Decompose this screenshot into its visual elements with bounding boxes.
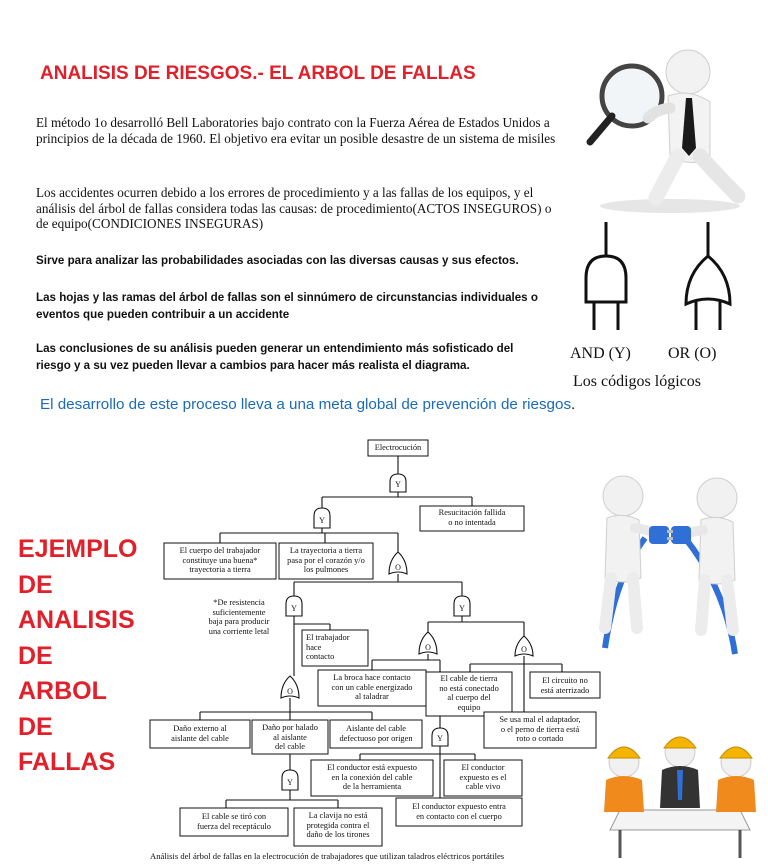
example-heading-line: ANALISIS (18, 606, 135, 634)
paragraph-conclusions: Las conclusiones de su análisis pueden generar un entendimiento más sofisticado del riesgo y a su vez pueden llevar a cambios para hacer más realista el diagrama. (36, 342, 514, 372)
example-heading-line: DE (18, 712, 53, 741)
event-broca: La broca hace contacto con un cable energizado al taladrar (331, 673, 413, 702)
gate-letter: Y (291, 604, 297, 613)
gate-letter: O (395, 563, 401, 572)
event-conductor-vivo: El conductor expuesto es el cable vivo (459, 763, 507, 792)
event-clavija: La clavija no está protegida contra el daño de los tirones (306, 811, 370, 840)
event-hace-contacto: El trabajador hace contacto (306, 633, 350, 662)
event-trayectoria-tierra: La trayectoria a tierra pasa por el corazón y/o los pulmones (287, 546, 365, 575)
example-heading-line: ARBOL (18, 677, 107, 705)
gate-letter: O (287, 687, 293, 696)
goal-statement: El desarrollo de este proceso lleva a una meta global de prevención de riesgos. (40, 396, 576, 413)
event-dano-halado: Daño por halado al aislante del cable (262, 723, 318, 752)
gate-legend-caption: Los códigos lógicos (573, 373, 701, 390)
paragraph-history: El método 1o desarrolló Bell Laboratories bajo contrato con la Fuerza Aérea de Estados Unidos a principios de la década de 1960. El objetivo era evitar un posible desastre de un sistema de misiles (36, 115, 556, 146)
event-electrocucion: Electrocución (374, 443, 422, 452)
gate-letter: Y (459, 604, 465, 613)
paragraph-causes: Los accidentes ocurren debido a los errores de procedimiento y a las fallas de los equipos, y el análisis del árbol de fallas considera todas las causas: de procedimiento(ACTOS INSEGUROS) o de equipo(CONDICIONES INSEGURAS) (36, 185, 552, 231)
gate-letter: O (521, 645, 527, 654)
example-heading-line: DE (18, 641, 53, 670)
example-heading-line: DE (18, 570, 53, 599)
gate-letter: Y (287, 778, 293, 787)
example-heading-line: FALLAS (18, 748, 116, 776)
event-cable-tierra: El cable de tierra no está conectado al cuerpo del equipo (439, 674, 499, 712)
event-conductor-contacto: El conductor expuesto entra en contacto con el cuerpo (412, 802, 506, 821)
gate-letter: Y (395, 480, 401, 489)
event-adaptador: Se usa mal el adaptador, o el perno de tierra está roto o cortado (499, 715, 581, 744)
paragraph-leaves-branches: Las hojas y las ramas del árbol de fallas son el sinnúmero de circunstancias individuales o eventos que pueden contribuir a un accidente (36, 291, 538, 321)
plug-connecting-figures-illustration (575, 468, 765, 658)
event-dano-externo: Daño externo al aislante del cable (171, 724, 229, 743)
note-resistencia: *De resistencia suficientemente baja para producir una corriente letal (208, 598, 270, 636)
and-gate-label: AND (Y) (570, 345, 631, 362)
gate-letter: O (425, 643, 431, 652)
event-aislante-defectuoso: Aislante del cable defectuoso por origen (339, 724, 413, 743)
or-gate-label: OR (O) (668, 345, 717, 362)
event-conductor-conexion: El conductor está expuesto en la conexión del cable de la herramienta (326, 763, 417, 792)
event-resucitacion: Resucitación fallida o no intentada (438, 508, 506, 527)
event-cuerpo-trabajador: El cuerpo del trabajador constituye una buena* trayectoria a tierra (179, 546, 261, 575)
page-title: ANALISIS DE RIESGOS.- EL ARBOL DE FALLAS (40, 63, 476, 84)
gate-letter: Y (319, 516, 325, 525)
event-circuito: El circuito no está aterrizado (540, 676, 590, 695)
workers-with-helmets-illustration (590, 700, 766, 860)
event-cable-tiro: El cable se tiró con fuerza del receptáculo (197, 812, 271, 831)
tree-caption: Análisis del árbol de fallas en la electrocución de trabajadores que utilizan taladros eléctricos portátiles (150, 851, 505, 861)
example-heading-line: EJEMPLO (18, 535, 138, 563)
gate-letter: Y (437, 734, 443, 743)
paragraph-probabilities: Sirve para analizar las probabilidades asociadas con las diversas causas y sus efectos. (36, 254, 519, 267)
